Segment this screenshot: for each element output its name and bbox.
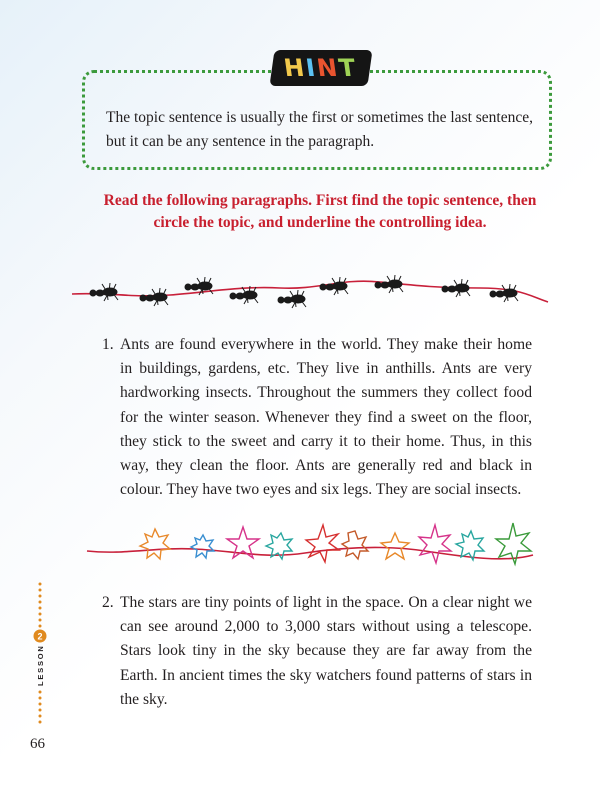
- ant-icon: [90, 283, 118, 301]
- ant-icon: [320, 277, 348, 295]
- star-icon: [306, 525, 339, 562]
- stars-divider-illustration: [85, 515, 535, 575]
- page-number: 66: [30, 736, 45, 752]
- paragraph-number: 2.: [102, 594, 114, 611]
- star-icon: [419, 525, 451, 563]
- paragraph-text: The stars are tiny points of light in the space. On a clear night we can see around 2,000 to 3,000 stars without using a telescope. Stars look tiny in the sky because they are far away from the Earth. In ancient times the sky watchers found patterns of stars in the sky.: [120, 594, 532, 708]
- star-icon: [191, 535, 214, 558]
- ant-icon: [442, 279, 470, 297]
- lesson-rail: [30, 580, 50, 730]
- instruction-text: Read the following paragraphs. First find the topic sentence, then circle the topic, and underline the controlling idea.: [103, 192, 537, 231]
- hint-letter: H: [282, 54, 309, 82]
- paragraph-1: [102, 333, 532, 502]
- ant-icon: [375, 275, 403, 293]
- ant-icon: [490, 284, 518, 302]
- ants-divider-illustration: [70, 262, 550, 322]
- paragraph-2: [102, 591, 532, 712]
- ant-icon: [140, 288, 168, 306]
- lesson-label: LESSON: [36, 644, 45, 686]
- paragraph-number: 1.: [102, 336, 114, 353]
- hint-text: The topic sentence is usually the first or sometimes the last sentence, but it can be any sentence in the paragraph.: [106, 109, 533, 150]
- hint-letter: N: [315, 54, 342, 82]
- ant-icon: [278, 290, 306, 308]
- paragraph-text: Ants are found everywhere in the world. They make their home in buildings, gardens, etc. They live in anthills. Ants are very hardworking insects. Throughout the summers they collect food for the winter season. Whenever they find a sweet on the floor, they stick to the sweet and carry it to their home. Thus, in this way, they clean the floor. Ants are generally red and black in colour. They have two eyes and six legs. They are social insects.: [120, 336, 532, 499]
- hint-letter: T: [337, 54, 360, 82]
- star-icon: [342, 531, 368, 559]
- star-icon: [496, 523, 531, 564]
- star-icon: [140, 529, 170, 559]
- hint-letter: I: [304, 54, 320, 82]
- lesson-number: 2: [37, 631, 43, 642]
- star-icon: [381, 533, 409, 559]
- hint-badge: [269, 50, 372, 86]
